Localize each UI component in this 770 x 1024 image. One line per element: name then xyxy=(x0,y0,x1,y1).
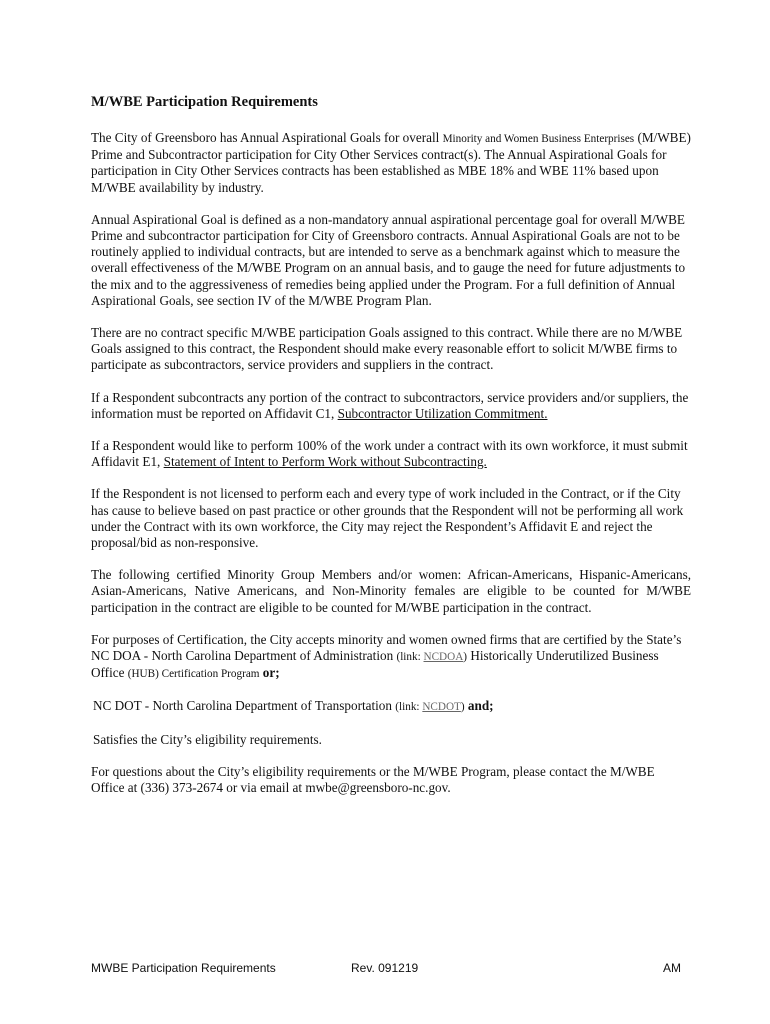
paragraph-city-eligibility: Satisfies the City’s eligibility requirements. xyxy=(93,731,322,747)
p9-link-suffix: ) xyxy=(460,701,465,714)
page-title: M/WBE Participation Requirements xyxy=(91,94,318,110)
p8-text-b: Historically Underutilized Business Office xyxy=(91,648,659,681)
p1-text-b: Minority and Women Business Enterprises xyxy=(442,133,635,145)
document-body xyxy=(91,92,691,812)
paragraph-ncdot xyxy=(91,698,691,715)
ncdot-link[interactable]: NCDOT xyxy=(422,701,461,714)
p8-link-suffix: ) xyxy=(463,651,468,664)
p1-text-a: The City of Greensboro has Annual Aspirational Goals for overall xyxy=(91,130,443,145)
footer-revision: Rev. 091219 xyxy=(351,961,419,975)
page-footer xyxy=(91,961,681,979)
ncdoa-link[interactable]: NCDOA xyxy=(423,651,464,664)
p4-text: If a Respondent subcontracts any portion of the contract to subcontractors, service providers and/or suppliers, the information must be reported on Affidavit C1, xyxy=(91,389,689,421)
p9-text-a: NC DOT - North Carolina Department of Transportation xyxy=(93,698,396,714)
paragraph-own-workforce xyxy=(91,438,691,470)
paragraph-eligible-groups: The following certified Minority Group Members and/or women: African-Americans, Hispanic-Americans, Asian-Americans, Native Americans, and Non-Minority females are eligible to be counted for M/WBE participation in the contract are eligible to be counted for M/WBE participation in the contract. xyxy=(91,567,691,615)
paragraph-certification xyxy=(91,632,691,683)
affidavit-c1-title: Subcontractor Utilization Commitment. xyxy=(337,405,548,421)
p9-link-prefix: (link: xyxy=(395,701,423,714)
p8-text-a: For purposes of Certification, the City accepts minority and women owned firms that are certified by the State’s NC DOA - North Carolina Department of Administration xyxy=(91,631,682,664)
affidavit-e1-title: Statement of Intent to Perform Work without Subcontracting. xyxy=(163,454,487,470)
p5-text: If a Respondent would like to perform 100% of the work under a contract with its own workforce, it must submit Affidavit E1, xyxy=(91,438,688,470)
paragraph-contact: For questions about the City’s eligibility requirements or the M/WBE Program, please contact the M/WBE Office at (336) 373-2674 or via email at mwbe@greensboro-nc.gov. xyxy=(91,763,655,796)
paragraph-subcontract-reporting xyxy=(91,390,691,422)
footer-initials: AM xyxy=(663,961,681,975)
p8-text-c: (HUB) Certification Program xyxy=(127,668,260,681)
p8-link-prefix: (link: xyxy=(396,651,424,664)
p1-text-c: (M/WBE) Prime and Subcontractor participation for City Other Services contract(s). The Annual Aspirational Goals for participation in City Other Services contracts has been established as MBE 18% and WBE 11% based upon M/WBE availability by industry. xyxy=(91,130,691,195)
paragraph-no-contract-goals: There are no contract specific M/WBE participation Goals assigned to this contract. While there are no M/WBE Goals assigned to this contract, the Respondent should make every reasonable effort to solicit M/WBE firms to participate as subcontractors, service providers and suppliers in the contract. xyxy=(91,325,683,373)
p8-or: or; xyxy=(259,665,280,681)
p9-and: and; xyxy=(464,698,494,714)
paragraph-annual-goals xyxy=(91,130,691,196)
paragraph-goal-definition: Annual Aspirational Goal is defined as a non-mandatory annual aspirational percentage goal for overall M/WBE Prime and subcontractor participation for City of Greensboro contracts. Annual Aspirational Goals are not to be routinely applied to individual contracts, but are intended to serve as a benchmark against which to measure the overall effectiveness of the M/WBE Program on an annual basis, and to gauge the need for future adjustments to the mix and to the aggressiveness of remedies being applied under the Program. For a full definition of Annual Aspirational Goals, see section IV of the M/WBE Program Plan. xyxy=(91,211,686,308)
footer-document-name: MWBE Participation Requirements xyxy=(91,961,276,975)
paragraph-licensing: If the Respondent is not licensed to perform each and every type of work included in the Contract, or if the City has cause to believe based on past practice or other grounds that the Respondent will not be performing all work under the Contract with its own workforce, the City may reject the Respondent’s Affidavit E and reject the proposal/bid as non-responsive. xyxy=(91,486,684,551)
